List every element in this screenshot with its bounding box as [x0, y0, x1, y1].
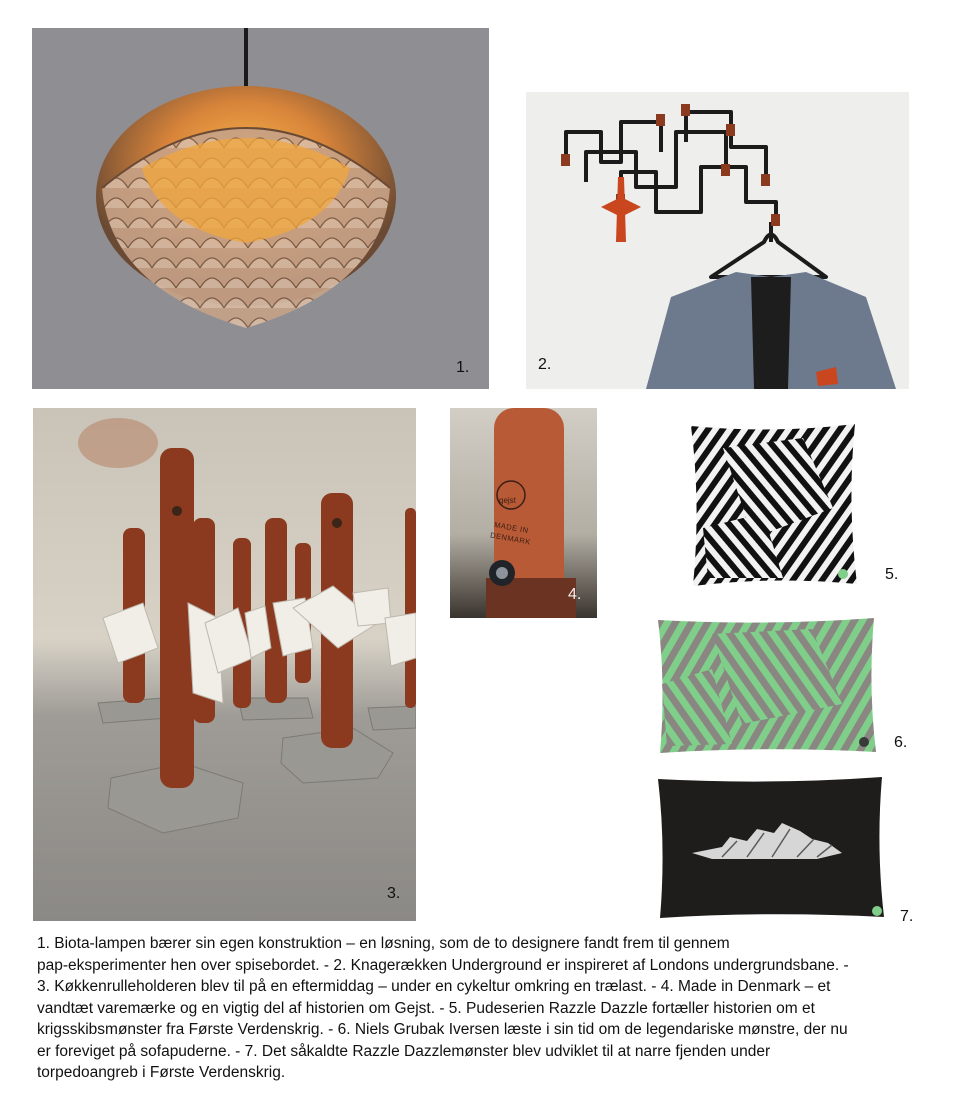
- photo-leather-tag: [450, 408, 597, 618]
- caption-text: [37, 933, 927, 1084]
- photo-pillow-ship: [652, 771, 888, 923]
- roll-holders-illustration: [33, 408, 416, 921]
- photo-coat-rack: [526, 92, 909, 389]
- caption-line-2: pap-eksperimenter hen over spisebordet. - 2. Knagerækken Underground er inspireret af Londons undergrundsbane. -: [37, 956, 849, 974]
- pillow-ship-illustration: [652, 771, 888, 923]
- caption-line-1: 1. Biota-lampen bærer sin egen konstruktion – en løsning, som de to designere fandt frem til gennem: [37, 935, 730, 952]
- figure-number-4: 4.: [568, 586, 582, 603]
- caption-line-5: krigsskibsmønster fra Første Verdenskrig. - 6. Niels Grubak Iversen læste i sin tid om de legendariske mønstre, der nu: [37, 1021, 848, 1038]
- figure-number-5: 5.: [885, 566, 899, 583]
- caption-line-6: er foreviget på sofapuderne. - 7. Det såkaldte Razzle Dazzlemønster blev udviklet til at narre fjenden under: [37, 1042, 771, 1060]
- photo-pillow-razzle-bw: [683, 418, 865, 592]
- brand-logo: gejst: [499, 496, 516, 505]
- made-in-label: MADE IN: [493, 520, 530, 535]
- caption-line-3: 3. Køkkenrulleholderen blev til på en eftermiddag – under en cykeltur omkring en trælast. - 4. Made in Denmark – et: [37, 978, 831, 995]
- photo-kitchen-roll-holders: [33, 408, 416, 921]
- caption-line-7: torpedoangreb i Første Verdenskrig.: [37, 1064, 286, 1081]
- pillow-bw-illustration: [683, 418, 865, 592]
- pillow-green-illustration: [652, 614, 882, 757]
- photo-lamp: [32, 28, 489, 389]
- figure-number-3: 3.: [387, 885, 401, 902]
- figure-number-6: 6.: [894, 734, 908, 751]
- figure-number-7: 7.: [900, 908, 914, 925]
- figure-number-1: 1.: [456, 359, 470, 376]
- caption-line-4: vandtæt varemærke og en vigtig del af historien om Gejst. - 5. Pudeserien Razzle Dazzle fortæller historien om et: [37, 999, 815, 1017]
- photo-pillow-razzle-green: [652, 614, 882, 757]
- coat-rack-illustration: [526, 92, 909, 389]
- lamp-illustration: [32, 28, 489, 389]
- figure-number-2: 2.: [538, 356, 552, 373]
- denmark-label: DENMARK: [489, 530, 532, 547]
